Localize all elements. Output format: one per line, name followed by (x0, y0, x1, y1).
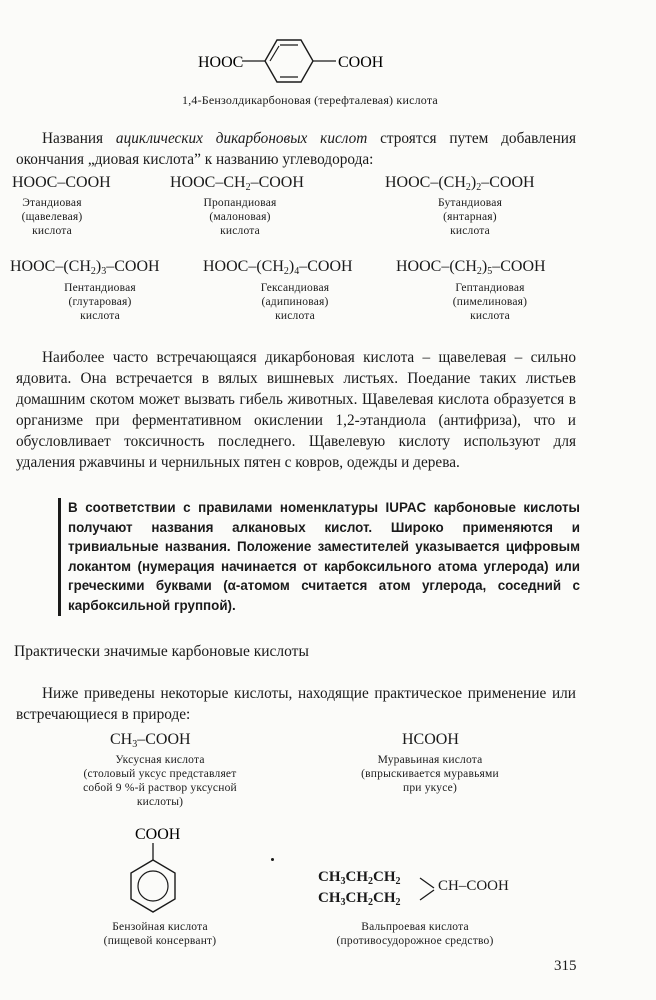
emphasis-text: ациклических дикарбоновых кислот (115, 130, 368, 147)
terephthalic-caption: 1,4-Бензолдикарбоновая (терефталевая) кислота (182, 93, 438, 107)
note-side-bar (58, 498, 61, 616)
iupac-note: В соответствии с правилами номенклатуры IUPAC карбоновые кислоты получают названия алкановых кислот. Широко применяются и тривиальные названия. Положение заместителей указывается цифровым локантом (нумерация начинается от карбоксильного атома углерода) или греческими буквами (α-атомом считается атом углерода, соседний с карбоксильной группой). (68, 500, 580, 613)
page-number: 315 (554, 958, 577, 974)
formic-acid-caption: Муравьиная кислота (впрыскивается муравьями при укусе) (361, 754, 499, 794)
valproic-acid-caption: Вальпроевая кислота (противосудорожное средство) (336, 921, 494, 947)
stray-dot (271, 858, 274, 861)
oxalic-acid-paragraph: Наиболее часто встречающаяся дикарбоновая кислота – щавелевая – сильно ядовита. Она встречается в вялых вишневых листьях. Поедание таких листьев домашним скотом может вызвать гибель животных. Щавелевая кислота образуется в организме при ферментативном окислении 1,2-этандиола (антифриза), что и обусловливает токсичность последнего. Щавелевую кислоту используют для удаления ржавчины и чернильных пятен с ковров, одежды и дерева. (16, 349, 576, 471)
pimelic-acid-formula: HOOC–$(CH_2)_5$–COOH (396, 258, 546, 277)
section-intro-paragraph: Ниже приведены некоторые кислоты, находящие практическое применение или встречающиеся в природе: (16, 685, 576, 723)
pimelic-acid-caption: Гептандиовая (пимелиновая) кислота (452, 282, 528, 322)
benzoic-acid-caption: Бензойная кислота (пищевой консервант) (103, 921, 217, 947)
adipic-acid-formula: HOOC–$(CH_2)_4$–COOH (203, 258, 353, 277)
glutaric-acid-formula: HOOC–$(CH_2)_3$–COOH (10, 258, 160, 277)
acetic-acid-formula: $CH_3$–COOH (110, 731, 191, 750)
oxalic-acid-formula: HOOC–COOH (12, 174, 111, 191)
hooc-left-label: HOOC (198, 54, 244, 71)
oxalic-acid-caption: Этандиовая (щавелевая) кислота (21, 197, 83, 237)
formic-acid-formula: HCOOH (402, 731, 459, 748)
cooh-right-label: COOH (338, 54, 384, 71)
valproic-center: CH–COOH (438, 878, 509, 894)
benzoic-cooh-label: COOH (135, 826, 181, 843)
terephthalic-acid-structure (180, 28, 400, 88)
malonic-acid-caption: Пропандиовая (малоновая) кислота (203, 197, 277, 237)
valproic-chain-top: $CH_3CH_2CH_2$ (318, 869, 401, 887)
aromatic-circle (138, 871, 168, 901)
valproic-chain-bottom: $CH_3CH_2CH_2$ (318, 890, 401, 908)
intro-paragraph: Названия ациклических дикарбоновых кислот строятся путем добавления окончания „диовая кислота” к названию углеводорода: (16, 130, 576, 168)
succinic-acid-formula: HOOC–$(CH_2)_2$–COOH (385, 174, 535, 193)
adipic-acid-caption: Гександиовая (адипиновая) кислота (260, 282, 330, 322)
succinic-acid-caption: Бутандиовая (янтарная) кислота (437, 197, 503, 237)
benzoic-acid-structure (110, 818, 210, 918)
glutaric-acid-caption: Пентандиовая (глутаровая) кислота (64, 282, 136, 322)
benzene-ring (265, 40, 313, 82)
section-heading: Практически значимые карбоновые кислоты (14, 643, 309, 660)
acetic-acid-caption: Уксусная кислота (столовый уксус представляет собой 9 %-й раствор уксусной кислоты) (83, 754, 237, 808)
valproic-branch-bonds (418, 872, 438, 906)
malonic-acid-formula: HOOC–$CH_2$–COOH (170, 174, 304, 193)
